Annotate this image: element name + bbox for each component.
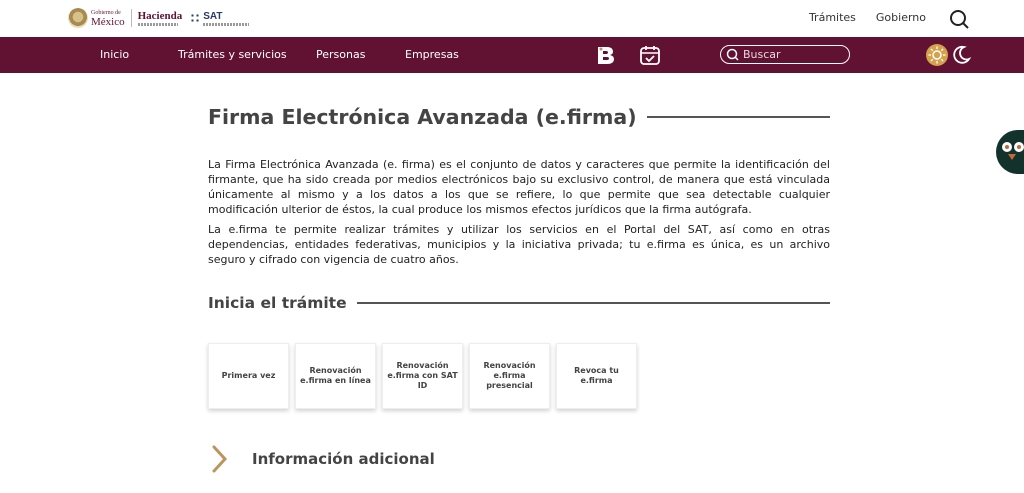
- nav-search[interactable]: [720, 45, 850, 64]
- logo-divider: [131, 9, 132, 27]
- nav-personas[interactable]: Personas: [316, 48, 366, 61]
- info-adicional-toggle[interactable]: [208, 444, 435, 474]
- moon-icon: [950, 44, 972, 66]
- logos[interactable]: [68, 7, 249, 29]
- sun-icon: [926, 44, 948, 66]
- info-adicional-title: Información adicional: [252, 450, 435, 468]
- card-revoca[interactable]: Revoca tu e.firma: [556, 343, 637, 409]
- chevron-right-icon: [208, 445, 230, 473]
- section-title: Inicia el trámite: [208, 294, 347, 312]
- b-icon: [595, 44, 617, 66]
- section-title-row: [208, 292, 830, 314]
- top-bar: [0, 0, 1024, 37]
- main-nav: [0, 37, 1024, 73]
- nav-tramites-servicios[interactable]: Trámites y servicios: [178, 48, 287, 61]
- link-gobierno[interactable]: Gobierno: [875, 11, 926, 24]
- hacienda-logo: Hacienda: [138, 11, 183, 26]
- escudo-icon: [68, 8, 88, 28]
- nav-inicio[interactable]: Inicio: [100, 48, 130, 61]
- top-search-button[interactable]: [948, 8, 970, 30]
- search-input[interactable]: [743, 47, 843, 61]
- card-primera-vez[interactable]: Primera vez: [208, 343, 289, 409]
- top-links: [809, 11, 926, 24]
- accessibility-widget[interactable]: [996, 130, 1024, 174]
- search-icon: [948, 8, 970, 30]
- tramite-cards: [208, 343, 637, 409]
- section-divider: [357, 302, 830, 304]
- sat-logo: SAT: [190, 11, 249, 26]
- dark-mode-button[interactable]: [950, 44, 972, 66]
- title-divider: [647, 116, 830, 118]
- link-tramites[interactable]: Trámites: [808, 11, 856, 24]
- intro-paragraph: La Firma Electrónica Avanzada (e. firma) es el conjunto de datos y caracteres que permite la identificación del firmante, que ha sido creada por medios electrónicos bajo su exclusivo control, de manera que está vinculada únicamente al mismo y a los datos a los que se refiere, lo que permite que sea detectable cualquier modificación ulterior de éstos, la cual produce los mismos efectos jurídicos que la firma autógrafa.: [208, 158, 830, 216]
- gobierno-logo: Gobierno de México: [91, 10, 125, 28]
- light-mode-button[interactable]: [926, 44, 948, 66]
- nav-empresas[interactable]: Empresas: [405, 48, 459, 61]
- sat-dots-icon: [190, 13, 200, 23]
- description-paragraph: La e.firma te permite realizar trámites y utilizar los servicios en el Portal del SAT, así como en otras dependencias, entidades federativas, municipios y la iniciativa privada; tu e.firma es única, es un archivo seguro y cifrado con vigencia de cuatro años.: [208, 223, 830, 266]
- card-renovacion-presencial[interactable]: Renovación e.firma presencial: [469, 343, 550, 409]
- calendar-icon: [639, 44, 661, 66]
- card-renovacion-sat-id[interactable]: Renovación e.firma con SAT ID: [382, 343, 463, 409]
- calendar-button[interactable]: [639, 44, 661, 66]
- b-button[interactable]: [595, 44, 617, 66]
- search-icon: [726, 48, 739, 61]
- page-title-row: [208, 103, 830, 131]
- page-title: Firma Electrónica Avanzada (e.firma): [208, 105, 637, 129]
- card-renovacion-en-linea[interactable]: Renovación e.firma en línea: [295, 343, 376, 409]
